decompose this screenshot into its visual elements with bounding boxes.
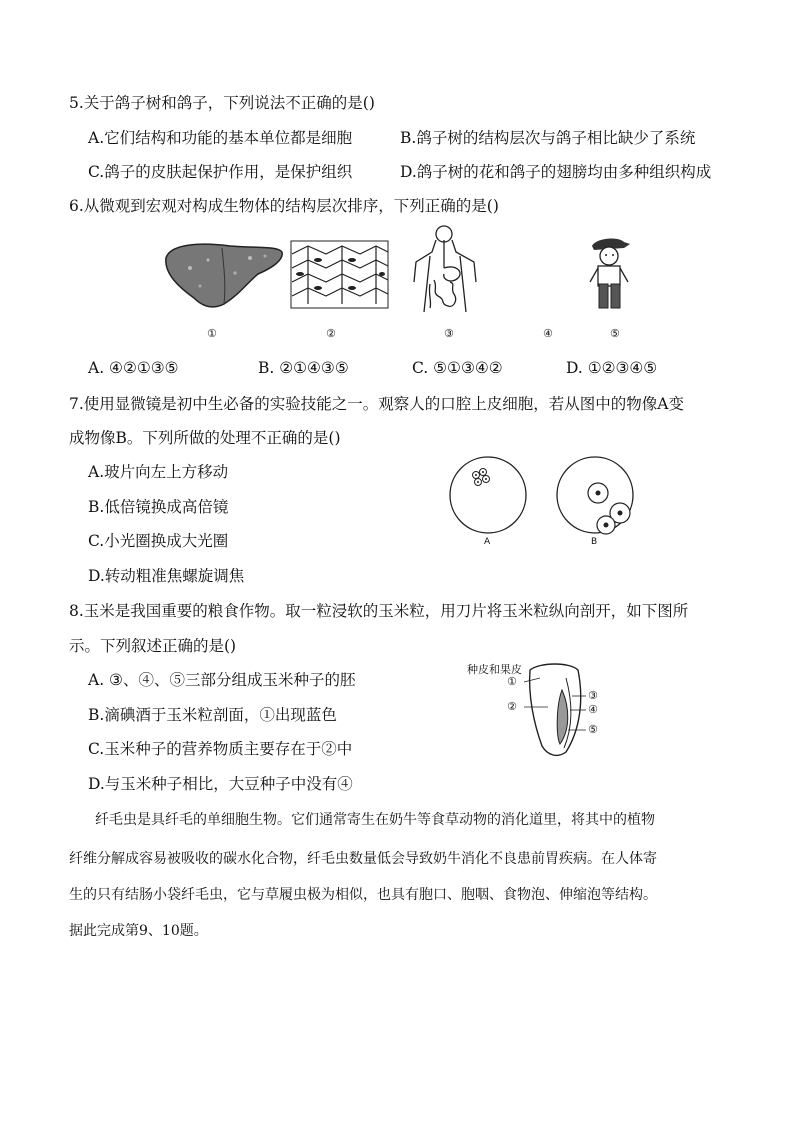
q7-figure-label-b: B — [591, 537, 598, 547]
q5-stem: 5.关于鸽子树和鸽子，下列说法不正确的是() — [69, 94, 375, 112]
corn-label-2: ② — [507, 700, 517, 713]
q7-option-d: D.转动粗准焦螺旋调焦 — [88, 567, 245, 585]
corn-label-1: ① — [507, 675, 517, 688]
passage-line-1: 纤毛虫是具纤毛的单细胞生物。它们通常寄生在奶牛等食草动物的消化道里，将其中的植物 — [95, 812, 655, 828]
q7-option-a: A.玻片向左上方移动 — [88, 463, 229, 481]
corn-label-3: ③ — [588, 689, 598, 702]
q6-label-2: ② — [326, 327, 336, 340]
q8-option-b: B.滴碘酒于玉米粒剖面，①出现蓝色 — [88, 706, 337, 724]
q5-option-c: C.鸽子的皮肤起保护作用，是保护组织 — [88, 163, 353, 181]
passage-line-2: 纤维分解成容易被吸收的碳水化合物，纤毛虫数量低会导致奶牛消化不良患前胃疾病。在人体寄 — [69, 851, 657, 867]
passage-line-4: 据此完成第9、10题。 — [69, 923, 208, 939]
q8-option-c: C.玉米种子的营养物质主要存在于②中 — [88, 740, 353, 758]
q6-label-1: ① — [207, 327, 217, 340]
q8-stem-line1: 8.玉米是我国重要的粮食作物。取一粒浸软的玉米粒，用刀片将玉米粒纵向剖开，如下图所 — [69, 602, 689, 620]
q5-option-a: A.它们结构和功能的基本单位都是细胞 — [88, 129, 353, 147]
q6-option-c: C. ⑤①③④② — [412, 359, 503, 377]
q7-option-b: B.低倍镜换成高倍镜 — [88, 498, 229, 516]
q8-option-d: D.与玉米种子相比，大豆种子中没有④ — [88, 775, 353, 793]
liver-figure — [160, 238, 285, 313]
person-figure — [584, 236, 634, 314]
q6-stem: 6.从微观到宏观对构成生物体的结构层次排序，下列正确的是() — [69, 197, 499, 215]
q8-stem-line2: 示。下列叙述正确的是() — [69, 637, 237, 655]
passage-line-3: 生的只有结肠小袋纤毛虫，它与草履虫极为相似，也具有胞口、胞咽、食物泡、伸缩泡等结构。 — [69, 887, 657, 903]
q6-option-d: D. ①②③④⑤ — [566, 359, 658, 377]
digestive-system-figure — [410, 222, 482, 314]
q7-figure-label-a: A — [484, 537, 491, 547]
q6-option-b: B. ②①④③⑤ — [258, 359, 349, 377]
tissue-figure — [290, 240, 390, 310]
q5-option-b: B.鸽子树的结构层次与鸽子相比缺少了系统 — [400, 129, 696, 147]
q6-label-3: ③ — [444, 327, 454, 340]
q7-stem-line2: 成物像B。下列所做的处理不正确的是() — [69, 429, 341, 447]
q8-option-a: A. ③、④、⑤三部分组成玉米种子的胚 — [88, 671, 356, 689]
microscope-view-figure — [446, 455, 646, 545]
corn-label-5: ⑤ — [588, 723, 598, 736]
corn-label-4: ④ — [588, 703, 598, 716]
q5-option-d: D.鸽子树的花和鸽子的翅膀均由多种组织构成 — [400, 163, 712, 181]
q7-option-c: C.小光圈换成大光圈 — [88, 532, 229, 550]
q7-stem-line1: 7.使用显微镜是初中生必备的实验技能之一。观察人的口腔上皮细胞，若从图中的物像A变 — [69, 395, 684, 413]
q6-option-a: A. ④②①③⑤ — [88, 359, 179, 377]
corn-figure-title: 种皮和果皮 — [467, 663, 522, 676]
q6-label-4: ④ — [543, 327, 553, 340]
q6-label-5: ⑤ — [610, 327, 620, 340]
